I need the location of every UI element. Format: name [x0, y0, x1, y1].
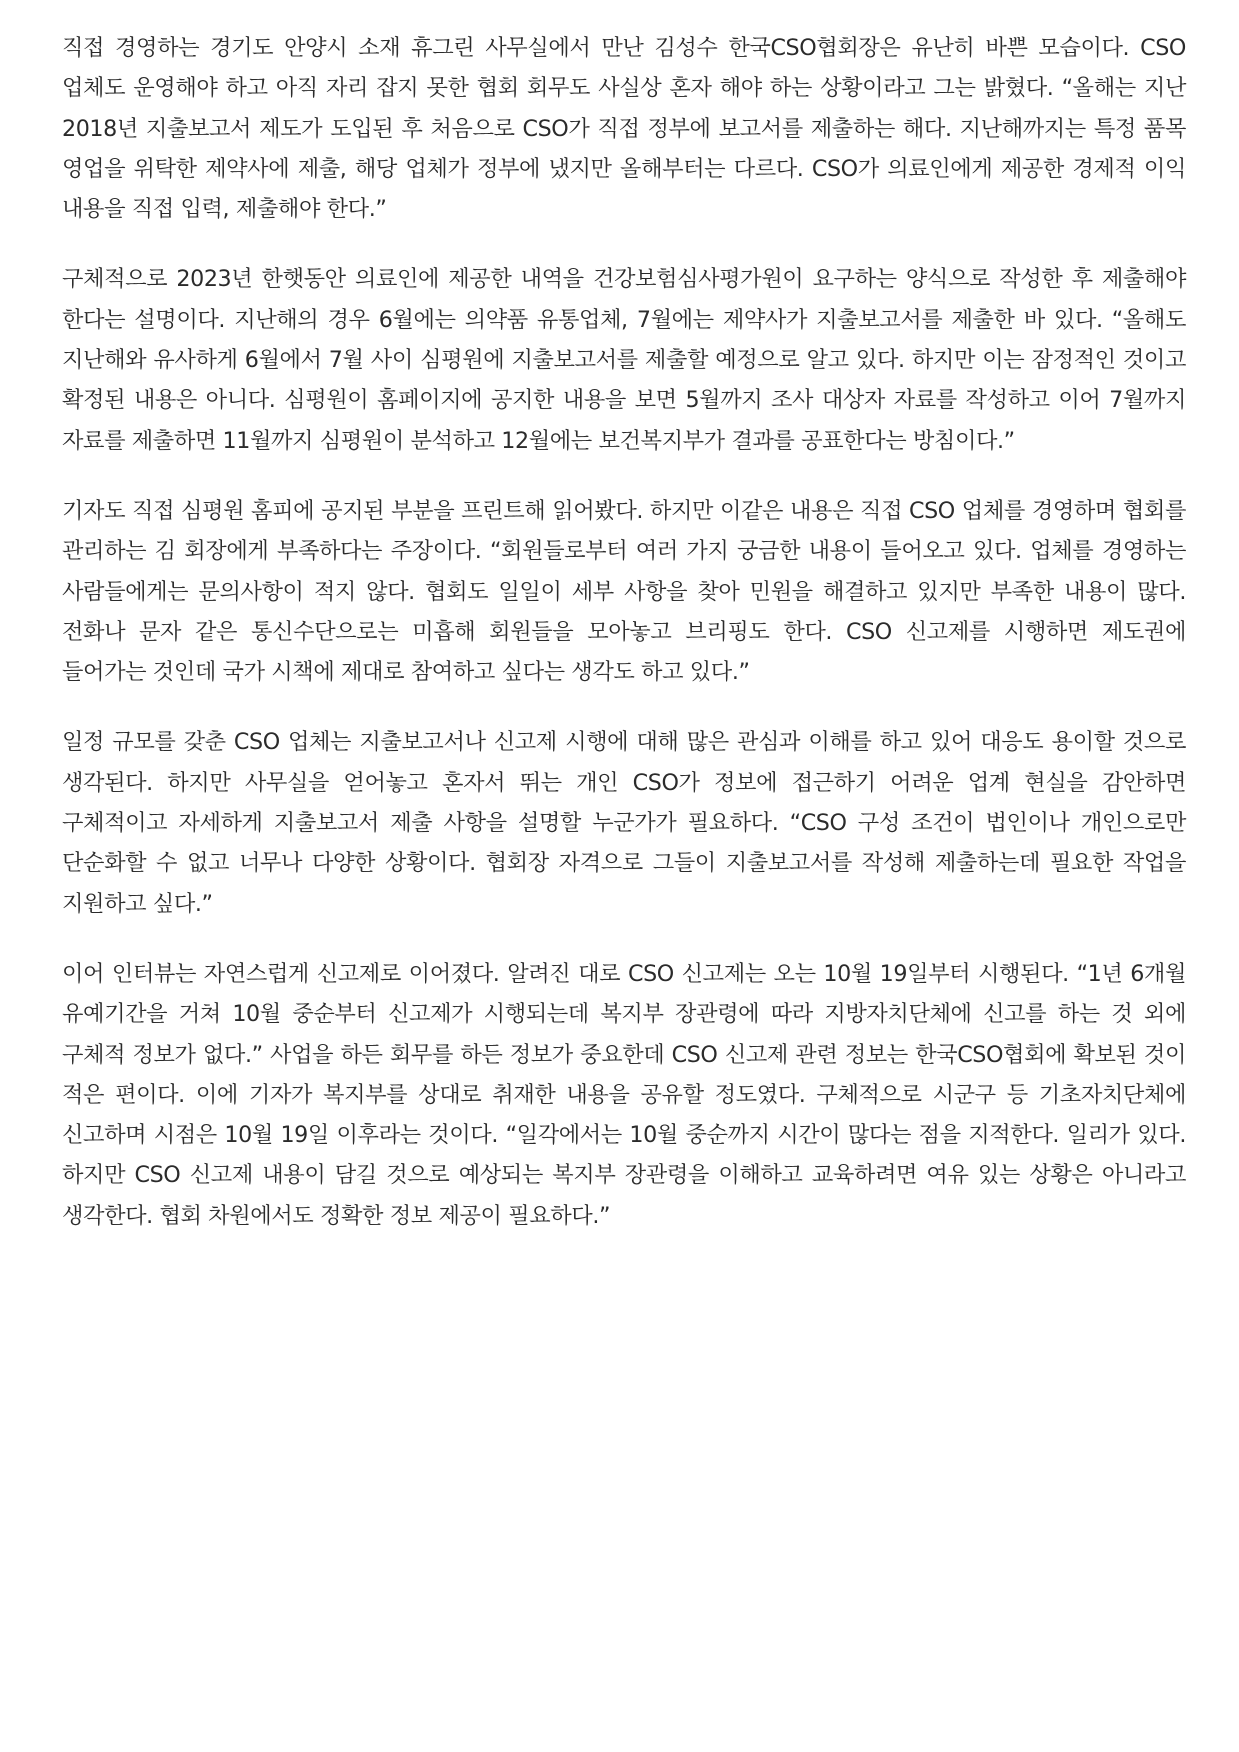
article-paragraph: 기자도 직접 심평원 홈피에 공지된 부분을 프린트해 읽어봤다. 하지만 이같은 내용은 직접 CSO 업체를 경영하며 협회를 관리하는 김 회장에게 부족하다는 주장이다. “회원들로부터 여러 가지 궁금한 내용이 들어오고 있다. 업체를 경영하는 사람들에게는 문의사항이 적지 않다. 협회도 일일이 세부 사항을 찾아 민원을 해결하고 있지만 부족한 내용이 많다. 전화나 문자 같은 통신수단으로는 미흡해 회원들을 모아놓고 브리핑도 한다. CSO 신고제를 시행하면 제도권에 들어가는 것인데 국가 시책에 제대로 참여하고 싶다는 생각도 하고 있다.” [62, 497, 1186, 686]
article-paragraph: 일정 규모를 갖춘 CSO 업체는 지출보고서나 신고제 시행에 대해 많은 관심과 이해를 하고 있어 대응도 용이할 것으로 생각된다. 하지만 사무실을 얻어놓고 혼자서 뛰는 개인 CSO가 정보에 접근하기 어려운 업계 현실을 감안하면 구체적이고 자세하게 지출보고서 제출 사항을 설명할 누군가가 필요하다. “CSO 구성 조건이 법인이나 개인으로만 단순화할 수 없고 너무나 다양한 상황이다. 협회장 자격으로 그들이 지출보고서를 작성해 제출하는데 필요한 작업을 지원하고 싶다.” [62, 729, 1186, 917]
article-paragraph: 이어 인터뷰는 자연스럽게 신고제로 이어졌다. 알려진 대로 CSO 신고제는 오는 10월 19일부터 시행된다. “1년 6개월 유예기간을 거쳐 10월 중순부터 신고제가 시행되는데 복지부 장관령에 따라 지방자치단체에 신고를 하는 것 외에 구체적 정보가 없다.” 사업을 하든 회무를 하든 정보가 중요한데 CSO 신고제 관련 정보는 한국CSO협회에 확보된 것이 적은 편이다. 이에 기자가 복지부를 상대로 취재한 내용을 공유할 정도였다. 구체적으로 시군구 등 기초자치단체에 신고하며 시점은 10월 19일 이후라는 것이다. “일각에서는 10월 중순까지 시간이 많다는 점을 지적한다. 일리가 있다. 하지만 CSO 신고제 내용이 담길 것으로 예상되는 복지부 장관령을 이해하고 교육하려면 여유 있는 상황은 아니라고 생각한다. 협회 차원에서도 정확한 정보 제공이 필요하다.” [62, 960, 1186, 1229]
article-paragraph: 직접 경영하는 경기도 안양시 소재 휴그린 사무실에서 만난 김성수 한국CSO협회장은 유난히 바쁜 모습이다. CSO 업체도 운영해야 하고 아직 자리 잡지 못한 협회 회무도 사실상 혼자 해야 하는 상황이라고 그는 밝혔다. “올해는 지난 2018년 지출보고서 제도가 도입된 후 처음으로 CSO가 직접 정부에 보고서를 제출하는 해다. 지난해까지는 특정 품목 영업을 위탁한 제약사에 제출, 해당 업체가 정부에 냈지만 올해부터는 다르다. CSO가 의료인에게 제공한 경제적 이익 내용을 직접 입력, 제출해야 한다.” [62, 35, 1186, 223]
article-body [62, 28, 1186, 1266]
article-paragraph: 구체적으로 2023년 한햇동안 의료인에 제공한 내역을 건강보험심사평가원이 요구하는 양식으로 작성한 후 제출해야 한다는 설명이다. 지난해의 경우 6월에는 의약품 유통업체, 7월에는 제약사가 지출보고서를 제출한 바 있다. “올해도 지난해와 유사하게 6월에서 7월 사이 심평원에 지출보고서를 제출할 예정으로 알고 있다. 하지만 이는 잠정적인 것이고 확정된 내용은 아니다. 심평원이 홈페이지에 공지한 내용을 보면 5월까지 조사 대상자 자료를 작성하고 이어 7월까지 자료를 제출하면 11월까지 심평원이 분석하고 12월에는 보건복지부가 결과를 공표한다는 방침이다.” [62, 266, 1186, 454]
